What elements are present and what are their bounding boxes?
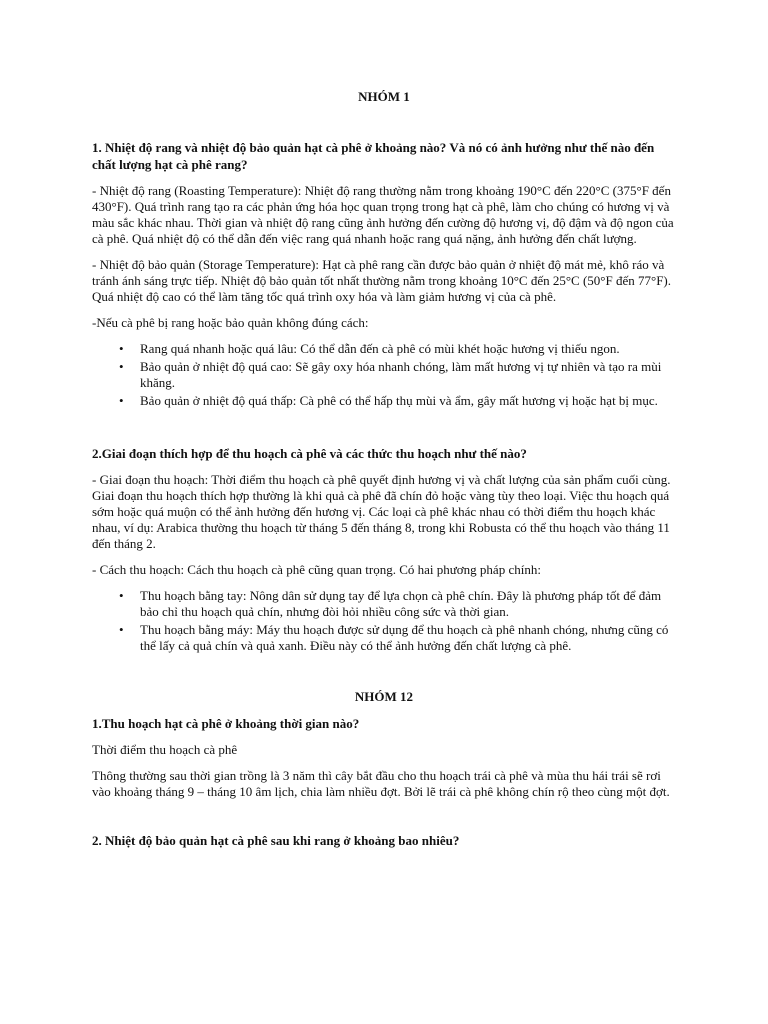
- list-item: • Thu hoạch bằng tay: Nông dân sử dụng tay để lựa chọn cà phê chín. Đây là phương pháp tốt để đảm bảo chỉ thu hoạch quả chín, nhưng đòi hỏi nhiều công sức và thời gian.: [140, 588, 676, 620]
- improper-handling-intro: -Nếu cà phê bị rang hoặc bảo quản không đúng cách:: [92, 315, 369, 330]
- list-item: • Bảo quản ở nhiệt độ quá thấp: Cà phê có thể hấp thụ mùi và ẩm, gây mất hương vị hoặc hạt bị mục.: [140, 393, 676, 409]
- list-item: • Rang quá nhanh hoặc quá lâu: Có thể dẫn đến cà phê có mùi khét hoặc hương vị thiếu ngon.: [140, 341, 676, 357]
- group1-question-2: 2.Giai đoạn thích hợp để thu hoạch cà phê và các thức thu hoạch như thế nào?: [92, 446, 527, 461]
- storage-temperature-paragraph: - Nhiệt độ bảo quản (Storage Temperature): Hạt cà phê rang cần được bảo quản ở nhiệt độ mát mẻ, khô ráo và tránh ánh sáng trực tiếp. Nhiệt độ bảo quản tốt nhất thường nằm trong khoảng 10°C đến 25°C (50°F đến 77°F). Quá nhiệt độ cao có thể làm tăng tốc quá trình oxy hóa và làm giảm hương vị của cà phê.: [92, 257, 672, 304]
- group1-title: NHÓM 1: [358, 89, 410, 104]
- improper-handling-list: [92, 341, 676, 409]
- harvest-method-list: [92, 588, 676, 654]
- harvest-method-intro: - Cách thu hoạch: Cách thu hoạch cà phê cũng quan trọng. Có hai phương pháp chính:: [92, 562, 541, 577]
- list-item: • Thu hoạch bằng máy: Máy thu hoạch được sử dụng để thu hoạch cà phê nhanh chóng, nhưng cũng có thể lấy cả quả chín và quả xanh. Điều này có thể ảnh hưởng đến chất lượng cà phê.: [140, 622, 676, 654]
- group12-question-1: 1.Thu hoạch hạt cà phê ở khoảng thời gian nào?: [92, 716, 360, 731]
- roasting-temperature-paragraph: - Nhiệt độ rang (Roasting Temperature): Nhiệt độ rang thường nằm trong khoảng 190°C đến 220°C (375°F đến 430°F). Quá trình rang tạo ra các phản ứng hóa học quan trọng trong hạt cà phê, làm cho chúng có hương vị và màu sắc khác nhau. Thời gian và nhiệt độ rang cũng ảnh hưởng đến cường độ hương vị, độ đậm và độ ngon của cà phê. Quá nhiệt độ có thể dẫn đến việc rang quá nhanh hoặc rang quá nặng, ảnh hưởng đến chất lượng.: [92, 183, 674, 246]
- harvest-stage-paragraph: - Giai đoạn thu hoạch: Thời điểm thu hoạch cà phê quyết định hương vị và chất lượng của sản phẩm cuối cùng. Giai đoạn thu hoạch thích hợp thường là khi quả cà phê đã chín đỏ hoặc vàng tùy theo loại. Việc thu hoạch quá sớm hoặc quá muộn có thể ảnh hưởng đến hương vị. Các loại cà phê khác nhau có thời điểm thu hoạch khác nhau, ví dụ: Arabica thường thu hoạch từ tháng 5 đến tháng 8, trong khi Robusta có thể thu hoạch vào tháng 11 đến tháng 2.: [92, 472, 671, 551]
- harvest-time-heading: Thời điểm thu hoạch cà phê: [92, 742, 238, 757]
- harvest-time-paragraph: Thông thường sau thời gian trồng là 3 năm thì cây bắt đầu cho thu hoạch trái cà phê và mùa thu hái trái sẽ rơi vào khoảng tháng 9 – tháng 10 âm lịch, chia làm nhiều đợt. Bởi lẽ trái cà phê không chín rộ theo cùng một đợt.: [92, 768, 670, 799]
- group1-question-1: 1. Nhiệt độ rang và nhiệt độ bảo quản hạt cà phê ở khoảng nào? Và nó có ảnh hưởng như thế nào đến chất lượng hạt cà phê rang?: [92, 140, 655, 172]
- group12-question-2: 2. Nhiệt độ bảo quản hạt cà phê sau khi rang ở khoảng bao nhiêu?: [92, 833, 460, 848]
- group12-title: NHÓM 12: [354, 689, 414, 704]
- list-item: • Bảo quản ở nhiệt độ quá cao: Sẽ gây oxy hóa nhanh chóng, làm mất hương vị tự nhiên và tạo ra mùi khăng.: [140, 359, 676, 391]
